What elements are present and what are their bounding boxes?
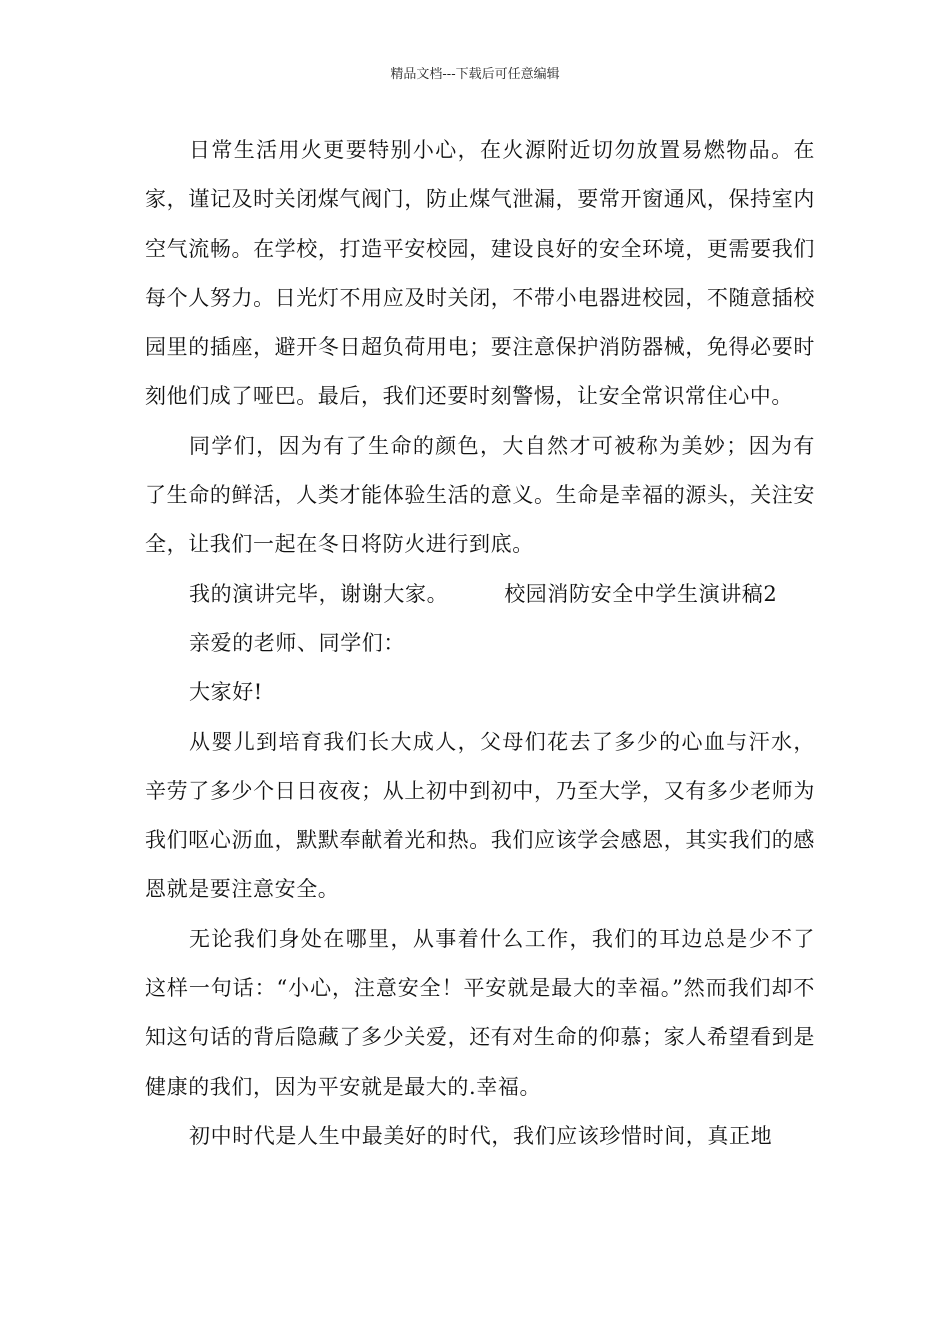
closing-remark: 我的演讲完毕，谢谢大家。	[189, 581, 449, 606]
paragraph-gratitude: 从婴儿到培育我们长大成人，父母们花去了多少的心血与汗水，辛劳了多少个日日夜夜；从上初中到初中，乃至大学，又有多少老师为我们呕心沥血，默默奉献着光和热。我们应该学会感恩，其实我们的感恩就是要注意安全。	[145, 729, 815, 902]
paragraph-middle-school: 初中时代是人生中最美好的时代，我们应该珍惜时间，真正地	[189, 1123, 773, 1148]
page-header: 精品文档---下载后可任意编辑	[390, 67, 560, 82]
speech-title: 校园消防安全中学生演讲稿2	[504, 581, 778, 606]
paragraph-life-color: 同学们，因为有了生命的颜色，大自然才可被称为美妙；因为有了生命的鲜活，人类才能体验生活的意义。生命是幸福的源头，关注安全，让我们一起在冬日将防火进行到底。	[145, 433, 815, 557]
paragraph-safety-reminder: 无论我们身处在哪里，从事着什么工作，我们的耳边总是少不了这样一句话：“小心，注意安全！平安就是最大的幸福。”然而我们却不知这句话的背后隐藏了多少关爱，还有对生命的仰慕；家人希望看到是健康的我们，因为平安就是最大的.幸福。	[145, 926, 815, 1099]
document-body	[145, 126, 815, 1161]
paragraph-salutation: 亲爱的老师、同学们：	[189, 630, 405, 655]
paragraph-closing-and-title	[145, 570, 815, 619]
paragraph-fire-safety: 日常生活用火更要特别小心，在火源附近切勿放置易燃物品。在家，谨记及时关闭煤气阀门，防止煤气泄漏，要常开窗通风，保持室内空气流畅。在学校，打造平安校园，建设良好的安全环境，更需要我们每个人努力。日光灯不用应及时关闭，不带小电器进校园，不随意插校园里的插座，避开冬日超负荷用电；要注意保护消防器械，免得必要时刻他们成了哑巴。最后，我们还要时刻警惕，让安全常识常住心中。	[145, 138, 815, 409]
paragraph-greeting: 大家好!	[189, 680, 263, 705]
